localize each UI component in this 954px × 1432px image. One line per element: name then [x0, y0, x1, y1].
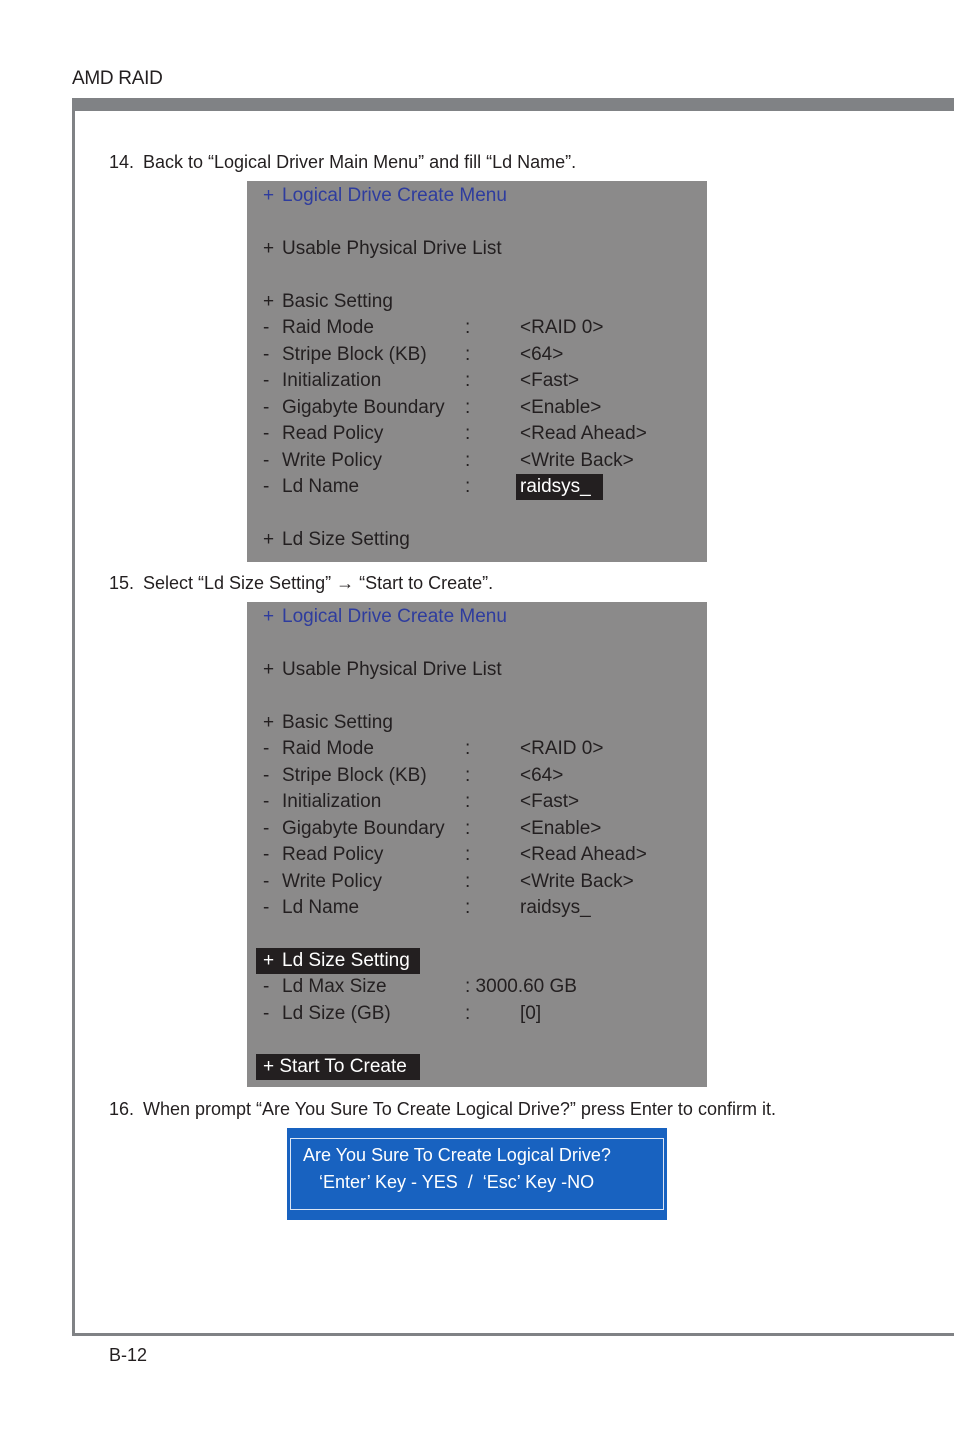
- step-text: When prompt “Are You Sure To Create Logical Drive?” press Enter to confirm it.: [143, 1099, 776, 1119]
- step-16: [109, 1099, 776, 1120]
- bios-screen-start-create: + Logical Drive Create Menu + Usable Physical Drive List + Basic Setting - Raid Mode : <RAID 0> - Stripe Block (KB) : <64> - Initialization : <Fast> - Gigabyte Boundary : <Enable> - Read Policy : <Read Ahead> - Write Policy : <Write Back> - Ld Name : raidsys_ + Ld Size Setting - Ld Max Size : 3000.60 GB - Ld Size (GB) : [0] + Start To Create: [247, 602, 707, 1087]
- bios-screen-ld-name: + Logical Drive Create Menu + Usable Physical Drive List + Basic Setting - Raid Mode : <RAID 0> - Stripe Block (KB) : <64> - Initialization : <Fast> - Gigabyte Boundary : <Enable> - Read Policy : <Read Ahead> - Write Policy : <Write Back> - Ld Name : raidsys_ + Ld Size Setting: [247, 181, 707, 562]
- start-to-create-button[interactable]: + Start To Create: [256, 1054, 420, 1080]
- step-number: 14.: [109, 152, 135, 172]
- ld-name-input[interactable]: raidsys_: [516, 474, 603, 500]
- header-bar: [72, 98, 954, 111]
- ld-size-input[interactable]: [0]: [520, 1003, 542, 1024]
- frame-left-border: [72, 98, 75, 1336]
- step-14: [109, 152, 576, 173]
- step-text: Back to “Logical Driver Main Menu” and fill “Ld Name”.: [143, 152, 577, 172]
- section-title: AMD RAID: [72, 68, 163, 89]
- step-number: 15.: [109, 573, 135, 593]
- confirm-question: Are You Sure To Create Logical Drive?: [303, 1145, 611, 1165]
- frame-bottom-border: [72, 1333, 954, 1336]
- step-15: [109, 573, 493, 594]
- menu-title: Logical Drive Create Menu: [282, 606, 507, 627]
- menu-title: Logical Drive Create Menu: [282, 185, 507, 206]
- confirm-dialog[interactable]: [287, 1128, 667, 1220]
- page-number: B-12: [109, 1345, 148, 1365]
- step-number: 16.: [109, 1099, 135, 1119]
- step-text: Select “Ld Size Setting” → “Start to Create”.: [143, 573, 494, 593]
- confirm-key-hint: ‘Enter’ Key - YES / ‘Esc’ Key -NO: [319, 1172, 595, 1192]
- ld-size-setting-item-selected[interactable]: + Ld Size Setting: [256, 948, 420, 974]
